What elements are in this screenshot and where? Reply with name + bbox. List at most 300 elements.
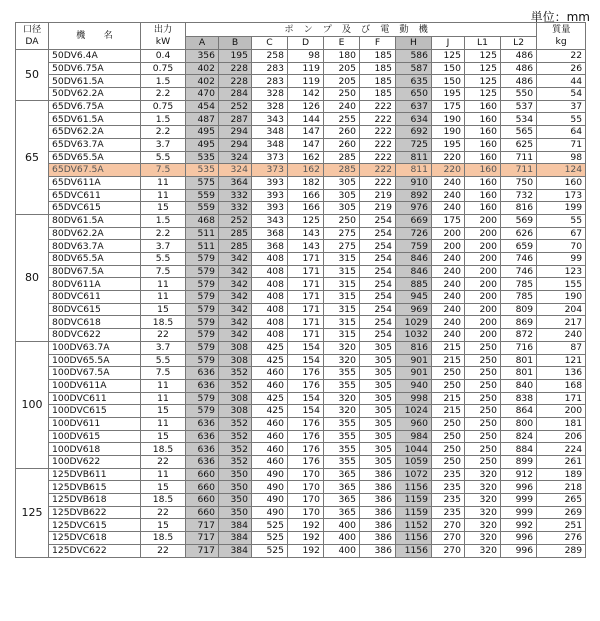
dim-cell-c: 460 — [252, 456, 288, 469]
model-cell: 100DV622 — [49, 456, 141, 469]
dim-cell-l1: 160 — [465, 176, 501, 189]
dim-cell-l2: 716 — [501, 341, 537, 354]
header-col-e: E — [324, 37, 360, 50]
dim-cell-c: 460 — [252, 430, 288, 443]
dim-cell-e: 355 — [324, 443, 360, 456]
table-row — [16, 151, 586, 164]
table-row — [16, 443, 586, 456]
dim-cell-e: 355 — [324, 430, 360, 443]
table-row — [16, 62, 586, 75]
dim-cell-f: 222 — [360, 176, 396, 189]
power-cell: 1.5 — [141, 75, 186, 88]
table-row — [16, 253, 586, 266]
model-cell: 125DVC622 — [49, 544, 141, 557]
model-cell: 65DV62.2A — [49, 126, 141, 139]
dim-cell-c: 368 — [252, 240, 288, 253]
dim-cell-a: 402 — [186, 62, 219, 75]
mass-cell: 67 — [537, 227, 586, 240]
dim-cell-h: 759 — [396, 240, 432, 253]
dim-cell-l2: 659 — [501, 240, 537, 253]
model-cell: 65DV6.75A — [49, 100, 141, 113]
mass-cell: 218 — [537, 481, 586, 494]
dim-cell-l2: 996 — [501, 532, 537, 545]
mass-cell: 240 — [537, 329, 586, 342]
dim-cell-c: 348 — [252, 126, 288, 139]
dim-cell-h: 650 — [396, 88, 432, 101]
dim-cell-l1: 125 — [465, 75, 501, 88]
dim-cell-j: 195 — [432, 88, 465, 101]
dim-cell-b: 294 — [219, 138, 252, 151]
dim-cell-a: 470 — [186, 88, 219, 101]
dim-cell-d: 170 — [288, 481, 324, 494]
dim-cell-c: 283 — [252, 62, 288, 75]
dim-cell-j: 215 — [432, 341, 465, 354]
dim-cell-h: 586 — [396, 50, 432, 63]
model-cell: 80DV611A — [49, 278, 141, 291]
mass-cell: 171 — [537, 392, 586, 405]
dim-cell-c: 348 — [252, 138, 288, 151]
dim-cell-a: 579 — [186, 265, 219, 278]
dim-cell-j: 240 — [432, 329, 465, 342]
dim-cell-l1: 250 — [465, 405, 501, 418]
dim-cell-d: 166 — [288, 189, 324, 202]
dim-cell-j: 215 — [432, 392, 465, 405]
dim-cell-c: 328 — [252, 88, 288, 101]
dim-cell-c: 408 — [252, 303, 288, 316]
dim-cell-e: 320 — [324, 405, 360, 418]
dim-cell-c: 393 — [252, 189, 288, 202]
dim-cell-l1: 160 — [465, 113, 501, 126]
dim-cell-l2: 809 — [501, 303, 537, 316]
dim-cell-h: 811 — [396, 164, 432, 177]
table-row — [16, 430, 586, 443]
dim-cell-e: 315 — [324, 316, 360, 329]
header-col-l2: L2 — [501, 37, 537, 50]
dim-cell-f: 254 — [360, 214, 396, 227]
model-cell: 65DV63.7A — [49, 138, 141, 151]
model-cell: 50DV61.5A — [49, 75, 141, 88]
table-row — [16, 227, 586, 240]
table-row — [16, 481, 586, 494]
mass-cell: 44 — [537, 75, 586, 88]
dim-cell-l1: 200 — [465, 214, 501, 227]
dim-cell-a: 579 — [186, 253, 219, 266]
dim-cell-b: 352 — [219, 379, 252, 392]
dim-cell-c: 525 — [252, 544, 288, 557]
dim-cell-a: 559 — [186, 189, 219, 202]
model-cell: 65DVC615 — [49, 202, 141, 215]
dim-cell-j: 270 — [432, 519, 465, 532]
dim-cell-h: 635 — [396, 75, 432, 88]
table-row — [16, 164, 586, 177]
dim-cell-d: 142 — [288, 88, 324, 101]
diameter-cell: 65 — [16, 100, 49, 214]
dim-cell-c: 460 — [252, 417, 288, 430]
dim-cell-e: 250 — [324, 88, 360, 101]
dim-cell-b: 384 — [219, 519, 252, 532]
power-cell: 15 — [141, 303, 186, 316]
dim-cell-f: 254 — [360, 227, 396, 240]
dim-cell-d: 171 — [288, 265, 324, 278]
dim-cell-b: 350 — [219, 468, 252, 481]
model-cell: 125DVC618 — [49, 532, 141, 545]
mass-cell: 124 — [537, 164, 586, 177]
dim-cell-l2: 746 — [501, 265, 537, 278]
dim-cell-j: 240 — [432, 291, 465, 304]
dim-cell-h: 811 — [396, 151, 432, 164]
dim-cell-e: 315 — [324, 303, 360, 316]
dim-cell-l1: 320 — [465, 506, 501, 519]
dim-cell-a: 579 — [186, 354, 219, 367]
mass-cell: 160 — [537, 176, 586, 189]
dim-cell-c: 373 — [252, 151, 288, 164]
dim-cell-a: 579 — [186, 405, 219, 418]
dim-cell-h: 816 — [396, 341, 432, 354]
power-cell: 1.5 — [141, 113, 186, 126]
dim-cell-l2: 800 — [501, 417, 537, 430]
power-cell: 11 — [141, 379, 186, 392]
power-cell: 11 — [141, 278, 186, 291]
dim-cell-a: 660 — [186, 506, 219, 519]
dim-cell-c: 408 — [252, 278, 288, 291]
table-row — [16, 278, 586, 291]
dim-cell-f: 305 — [360, 392, 396, 405]
dim-cell-e: 240 — [324, 100, 360, 113]
dim-cell-j: 240 — [432, 278, 465, 291]
dim-cell-a: 717 — [186, 532, 219, 545]
dim-cell-l2: 711 — [501, 151, 537, 164]
header-col-f: F — [360, 37, 396, 50]
dim-cell-a: 487 — [186, 113, 219, 126]
dim-cell-j: 240 — [432, 176, 465, 189]
dim-cell-a: 559 — [186, 202, 219, 215]
dim-cell-a: 356 — [186, 50, 219, 63]
dim-cell-a: 579 — [186, 291, 219, 304]
dim-cell-e: 285 — [324, 151, 360, 164]
dim-cell-c: 328 — [252, 100, 288, 113]
mass-cell: 168 — [537, 379, 586, 392]
dim-cell-d: 176 — [288, 443, 324, 456]
dim-cell-d: 147 — [288, 126, 324, 139]
mass-cell: 269 — [537, 506, 586, 519]
power-cell: 3.7 — [141, 341, 186, 354]
dim-cell-f: 222 — [360, 151, 396, 164]
dim-cell-b: 352 — [219, 456, 252, 469]
dim-cell-f: 254 — [360, 240, 396, 253]
dim-cell-f: 219 — [360, 202, 396, 215]
dim-cell-j: 220 — [432, 164, 465, 177]
dim-cell-d: 176 — [288, 456, 324, 469]
dim-cell-l1: 250 — [465, 430, 501, 443]
dim-cell-e: 285 — [324, 164, 360, 177]
dim-cell-a: 579 — [186, 316, 219, 329]
dim-cell-h: 984 — [396, 430, 432, 443]
dim-cell-f: 222 — [360, 164, 396, 177]
dim-cell-l1: 160 — [465, 164, 501, 177]
dim-cell-h: 901 — [396, 367, 432, 380]
model-cell: 80DVC618 — [49, 316, 141, 329]
dim-cell-j: 250 — [432, 379, 465, 392]
dim-cell-f: 254 — [360, 316, 396, 329]
dim-cell-b: 384 — [219, 544, 252, 557]
model-cell: 65DV61.5A — [49, 113, 141, 126]
dim-cell-b: 308 — [219, 341, 252, 354]
dim-cell-l2: 785 — [501, 291, 537, 304]
dim-cell-j: 250 — [432, 443, 465, 456]
power-cell: 2.2 — [141, 126, 186, 139]
dim-cell-l1: 160 — [465, 189, 501, 202]
dim-cell-f: 305 — [360, 341, 396, 354]
dim-cell-j: 215 — [432, 405, 465, 418]
diameter-cell: 125 — [16, 468, 49, 557]
model-cell: 100DV615 — [49, 430, 141, 443]
dim-cell-l2: 746 — [501, 253, 537, 266]
dim-cell-b: 342 — [219, 278, 252, 291]
dim-cell-j: 200 — [432, 227, 465, 240]
dim-cell-h: 901 — [396, 354, 432, 367]
dim-cell-h: 998 — [396, 392, 432, 405]
dim-cell-b: 352 — [219, 367, 252, 380]
mass-cell: 64 — [537, 126, 586, 139]
table-row — [16, 126, 586, 139]
dim-cell-h: 637 — [396, 100, 432, 113]
table-row — [16, 138, 586, 151]
diameter-cell: 100 — [16, 341, 49, 468]
dim-cell-c: 343 — [252, 113, 288, 126]
dim-cell-a: 660 — [186, 468, 219, 481]
dim-cell-e: 320 — [324, 392, 360, 405]
dim-cell-d: 171 — [288, 291, 324, 304]
dim-cell-e: 320 — [324, 341, 360, 354]
mass-cell: 55 — [537, 113, 586, 126]
power-cell: 15 — [141, 202, 186, 215]
mass-cell: 71 — [537, 138, 586, 151]
dim-cell-f: 386 — [360, 532, 396, 545]
power-cell: 2.2 — [141, 227, 186, 240]
model-cell: 100DVC611 — [49, 392, 141, 405]
dim-cell-e: 355 — [324, 417, 360, 430]
dim-cell-l1: 320 — [465, 519, 501, 532]
dim-cell-h: 892 — [396, 189, 432, 202]
power-cell: 18.5 — [141, 494, 186, 507]
table-row — [16, 291, 586, 304]
table-row — [16, 506, 586, 519]
dim-cell-l1: 200 — [465, 278, 501, 291]
power-cell: 11 — [141, 189, 186, 202]
power-cell: 11 — [141, 291, 186, 304]
dim-cell-d: 166 — [288, 202, 324, 215]
dim-cell-e: 400 — [324, 519, 360, 532]
dim-cell-f: 305 — [360, 405, 396, 418]
model-cell: 100DV63.7A — [49, 341, 141, 354]
mass-cell: 136 — [537, 367, 586, 380]
dim-cell-l1: 125 — [465, 50, 501, 63]
dim-cell-b: 350 — [219, 481, 252, 494]
dim-cell-l2: 550 — [501, 88, 537, 101]
dim-cell-e: 365 — [324, 494, 360, 507]
dim-cell-d: 170 — [288, 468, 324, 481]
mass-cell: 173 — [537, 189, 586, 202]
power-cell: 22 — [141, 456, 186, 469]
dim-cell-d: 143 — [288, 240, 324, 253]
dim-cell-h: 910 — [396, 176, 432, 189]
table-row — [16, 75, 586, 88]
dim-cell-a: 579 — [186, 329, 219, 342]
dim-cell-a: 575 — [186, 176, 219, 189]
dim-cell-j: 235 — [432, 481, 465, 494]
dim-cell-c: 408 — [252, 329, 288, 342]
dim-cell-l1: 250 — [465, 443, 501, 456]
dim-cell-c: 460 — [252, 379, 288, 392]
dim-cell-h: 1044 — [396, 443, 432, 456]
model-cell: 80DVC615 — [49, 303, 141, 316]
dim-cell-d: 147 — [288, 138, 324, 151]
dim-cell-l2: 750 — [501, 176, 537, 189]
power-cell: 15 — [141, 405, 186, 418]
header-col-a: A — [186, 37, 219, 50]
dim-cell-l2: 999 — [501, 506, 537, 519]
dim-cell-d: 125 — [288, 214, 324, 227]
dim-cell-l2: 801 — [501, 367, 537, 380]
dim-cell-b: 350 — [219, 506, 252, 519]
dim-cell-j: 175 — [432, 100, 465, 113]
dim-cell-e: 355 — [324, 379, 360, 392]
model-cell: 65DVC611 — [49, 189, 141, 202]
mass-cell: 98 — [537, 151, 586, 164]
dim-cell-c: 393 — [252, 176, 288, 189]
dim-cell-f: 185 — [360, 62, 396, 75]
dim-cell-b: 342 — [219, 265, 252, 278]
dim-cell-e: 315 — [324, 265, 360, 278]
dim-cell-a: 511 — [186, 240, 219, 253]
dim-cell-h: 1152 — [396, 519, 432, 532]
dim-cell-l1: 250 — [465, 456, 501, 469]
model-cell: 80DV62.2A — [49, 227, 141, 240]
dim-cell-h: 846 — [396, 253, 432, 266]
dim-cell-e: 305 — [324, 189, 360, 202]
dim-cell-f: 185 — [360, 75, 396, 88]
mass-cell: 200 — [537, 405, 586, 418]
dim-cell-j: 240 — [432, 316, 465, 329]
dim-cell-a: 636 — [186, 379, 219, 392]
dim-cell-j: 270 — [432, 544, 465, 557]
dim-cell-l1: 320 — [465, 481, 501, 494]
dim-cell-f: 254 — [360, 291, 396, 304]
dim-cell-e: 305 — [324, 176, 360, 189]
dim-cell-b: 228 — [219, 75, 252, 88]
dim-cell-f: 386 — [360, 468, 396, 481]
dim-cell-d: 154 — [288, 341, 324, 354]
mass-cell: 189 — [537, 468, 586, 481]
dim-cell-l1: 200 — [465, 265, 501, 278]
table-row — [16, 113, 586, 126]
dim-cell-f: 185 — [360, 50, 396, 63]
dim-cell-j: 235 — [432, 506, 465, 519]
dim-cell-l1: 250 — [465, 354, 501, 367]
diameter-cell: 80 — [16, 214, 49, 341]
dim-cell-e: 260 — [324, 138, 360, 151]
dim-cell-b: 364 — [219, 176, 252, 189]
dim-cell-a: 495 — [186, 138, 219, 151]
dim-cell-l2: 486 — [501, 75, 537, 88]
diameter-cell: 50 — [16, 50, 49, 101]
mass-cell: 217 — [537, 316, 586, 329]
power-cell: 15 — [141, 430, 186, 443]
dim-cell-l2: 864 — [501, 405, 537, 418]
table-row — [16, 456, 586, 469]
dim-cell-h: 726 — [396, 227, 432, 240]
dim-cell-f: 222 — [360, 100, 396, 113]
dim-cell-c: 425 — [252, 405, 288, 418]
dim-cell-c: 373 — [252, 164, 288, 177]
dim-cell-d: 182 — [288, 176, 324, 189]
dim-cell-h: 1024 — [396, 405, 432, 418]
dim-cell-j: 150 — [432, 62, 465, 75]
dim-cell-f: 386 — [360, 519, 396, 532]
dim-cell-c: 408 — [252, 253, 288, 266]
model-cell: 100DV65.5A — [49, 354, 141, 367]
power-cell: 11 — [141, 392, 186, 405]
model-cell: 80DVC622 — [49, 329, 141, 342]
dim-cell-l1: 250 — [465, 367, 501, 380]
table-row — [16, 214, 586, 227]
dim-cell-a: 495 — [186, 126, 219, 139]
header-mass: 質量 kg — [537, 23, 586, 50]
power-cell: 18.5 — [141, 443, 186, 456]
dim-cell-j: 240 — [432, 265, 465, 278]
dim-cell-l1: 125 — [465, 62, 501, 75]
dim-cell-f: 386 — [360, 494, 396, 507]
dim-cell-e: 260 — [324, 126, 360, 139]
dim-cell-c: 460 — [252, 367, 288, 380]
dim-cell-b: 287 — [219, 113, 252, 126]
dim-cell-f: 305 — [360, 367, 396, 380]
dim-cell-b: 324 — [219, 164, 252, 177]
dim-cell-d: 143 — [288, 227, 324, 240]
mass-cell: 121 — [537, 354, 586, 367]
dim-cell-b: 252 — [219, 214, 252, 227]
table-row — [16, 544, 586, 557]
dim-cell-e: 355 — [324, 456, 360, 469]
power-cell: 15 — [141, 519, 186, 532]
model-cell: 80DV61.5A — [49, 214, 141, 227]
dim-cell-d: 171 — [288, 278, 324, 291]
dim-cell-b: 384 — [219, 532, 252, 545]
table-row — [16, 329, 586, 342]
table-row — [16, 468, 586, 481]
dim-cell-f: 222 — [360, 138, 396, 151]
dim-cell-j: 250 — [432, 430, 465, 443]
dim-cell-b: 342 — [219, 253, 252, 266]
dim-cell-l1: 200 — [465, 240, 501, 253]
dim-cell-e: 305 — [324, 202, 360, 215]
dim-cell-h: 1072 — [396, 468, 432, 481]
dim-cell-f: 386 — [360, 481, 396, 494]
header-model: 機 名 — [49, 23, 141, 50]
dim-cell-l2: 912 — [501, 468, 537, 481]
dim-cell-l2: 996 — [501, 481, 537, 494]
dim-cell-d: 176 — [288, 430, 324, 443]
dim-cell-h: 692 — [396, 126, 432, 139]
dim-cell-d: 192 — [288, 544, 324, 557]
dim-cell-d: 119 — [288, 62, 324, 75]
dim-cell-d: 119 — [288, 75, 324, 88]
dim-cell-j: 240 — [432, 303, 465, 316]
dim-cell-a: 636 — [186, 443, 219, 456]
mass-cell: 204 — [537, 303, 586, 316]
dim-cell-h: 1156 — [396, 481, 432, 494]
dim-cell-b: 342 — [219, 303, 252, 316]
